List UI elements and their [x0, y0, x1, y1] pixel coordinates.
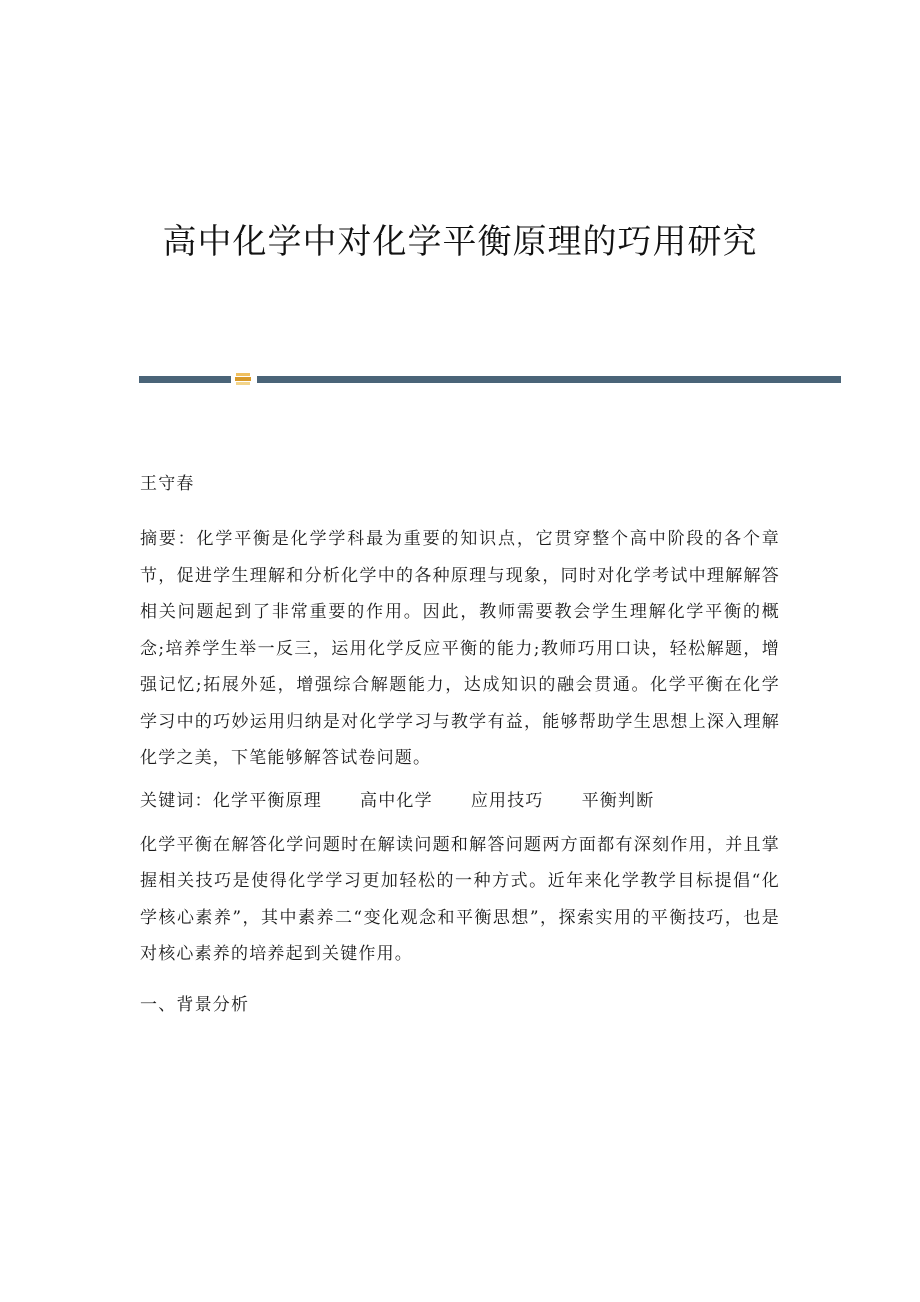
keyword-item: 化学平衡原理 [212, 790, 323, 811]
divider-bar-right [257, 376, 841, 383]
document-body [140, 468, 780, 1023]
divider-bar-left [139, 376, 231, 383]
keywords-label: 关键词： [140, 790, 213, 811]
abstract-text: 化学平衡是化学学科最为重要的知识点，它贯穿整个高中阶段的各个章节，促进学生理解和分析化学中的各种原理与现象，同时对化学考试中理解解答相关问题起到了非常重要的作用。因此，教师需要教会学生理解化学平衡的概念;培养学生举一反三，运用化学反应平衡的能力;教师巧用口诀，轻松解题，增强记忆;拓展外延，增强综合解题能力，达成知识的融会贯通。化学平衡在化学学习中的巧妙运用归纳是对化学学习与教学有益，能够帮助学生思想上深入理解化学之美，下笔能够解答试卷问题。 [140, 529, 780, 768]
keyword-item: 高中化学 [360, 790, 433, 811]
divider-ornament-icon [235, 373, 251, 385]
abstract [140, 521, 780, 777]
author-name: 王守春 [140, 474, 195, 494]
abstract-label: 摘要： [140, 529, 197, 549]
section-heading: 一、背景分析 [140, 994, 250, 1015]
intro-paragraph: 化学平衡在解答化学问题时在解读问题和解答问题两方面都有深刻作用，并且掌握相关技巧是使得化学学习更加轻松的一种方式。近年来化学教学目标提倡“化学核心素养”，其中素养二“变化观念和平衡思想”，探索实用的平衡技巧，也是对核心素养的培养起到关键作用。 [140, 834, 780, 964]
title-divider [139, 375, 841, 383]
keywords [140, 783, 780, 819]
keyword-item: 应用技巧 [470, 790, 544, 811]
keyword-item: 平衡判断 [581, 790, 655, 811]
document-title: 高中化学中对化学平衡原理的巧用研究 [162, 222, 758, 262]
